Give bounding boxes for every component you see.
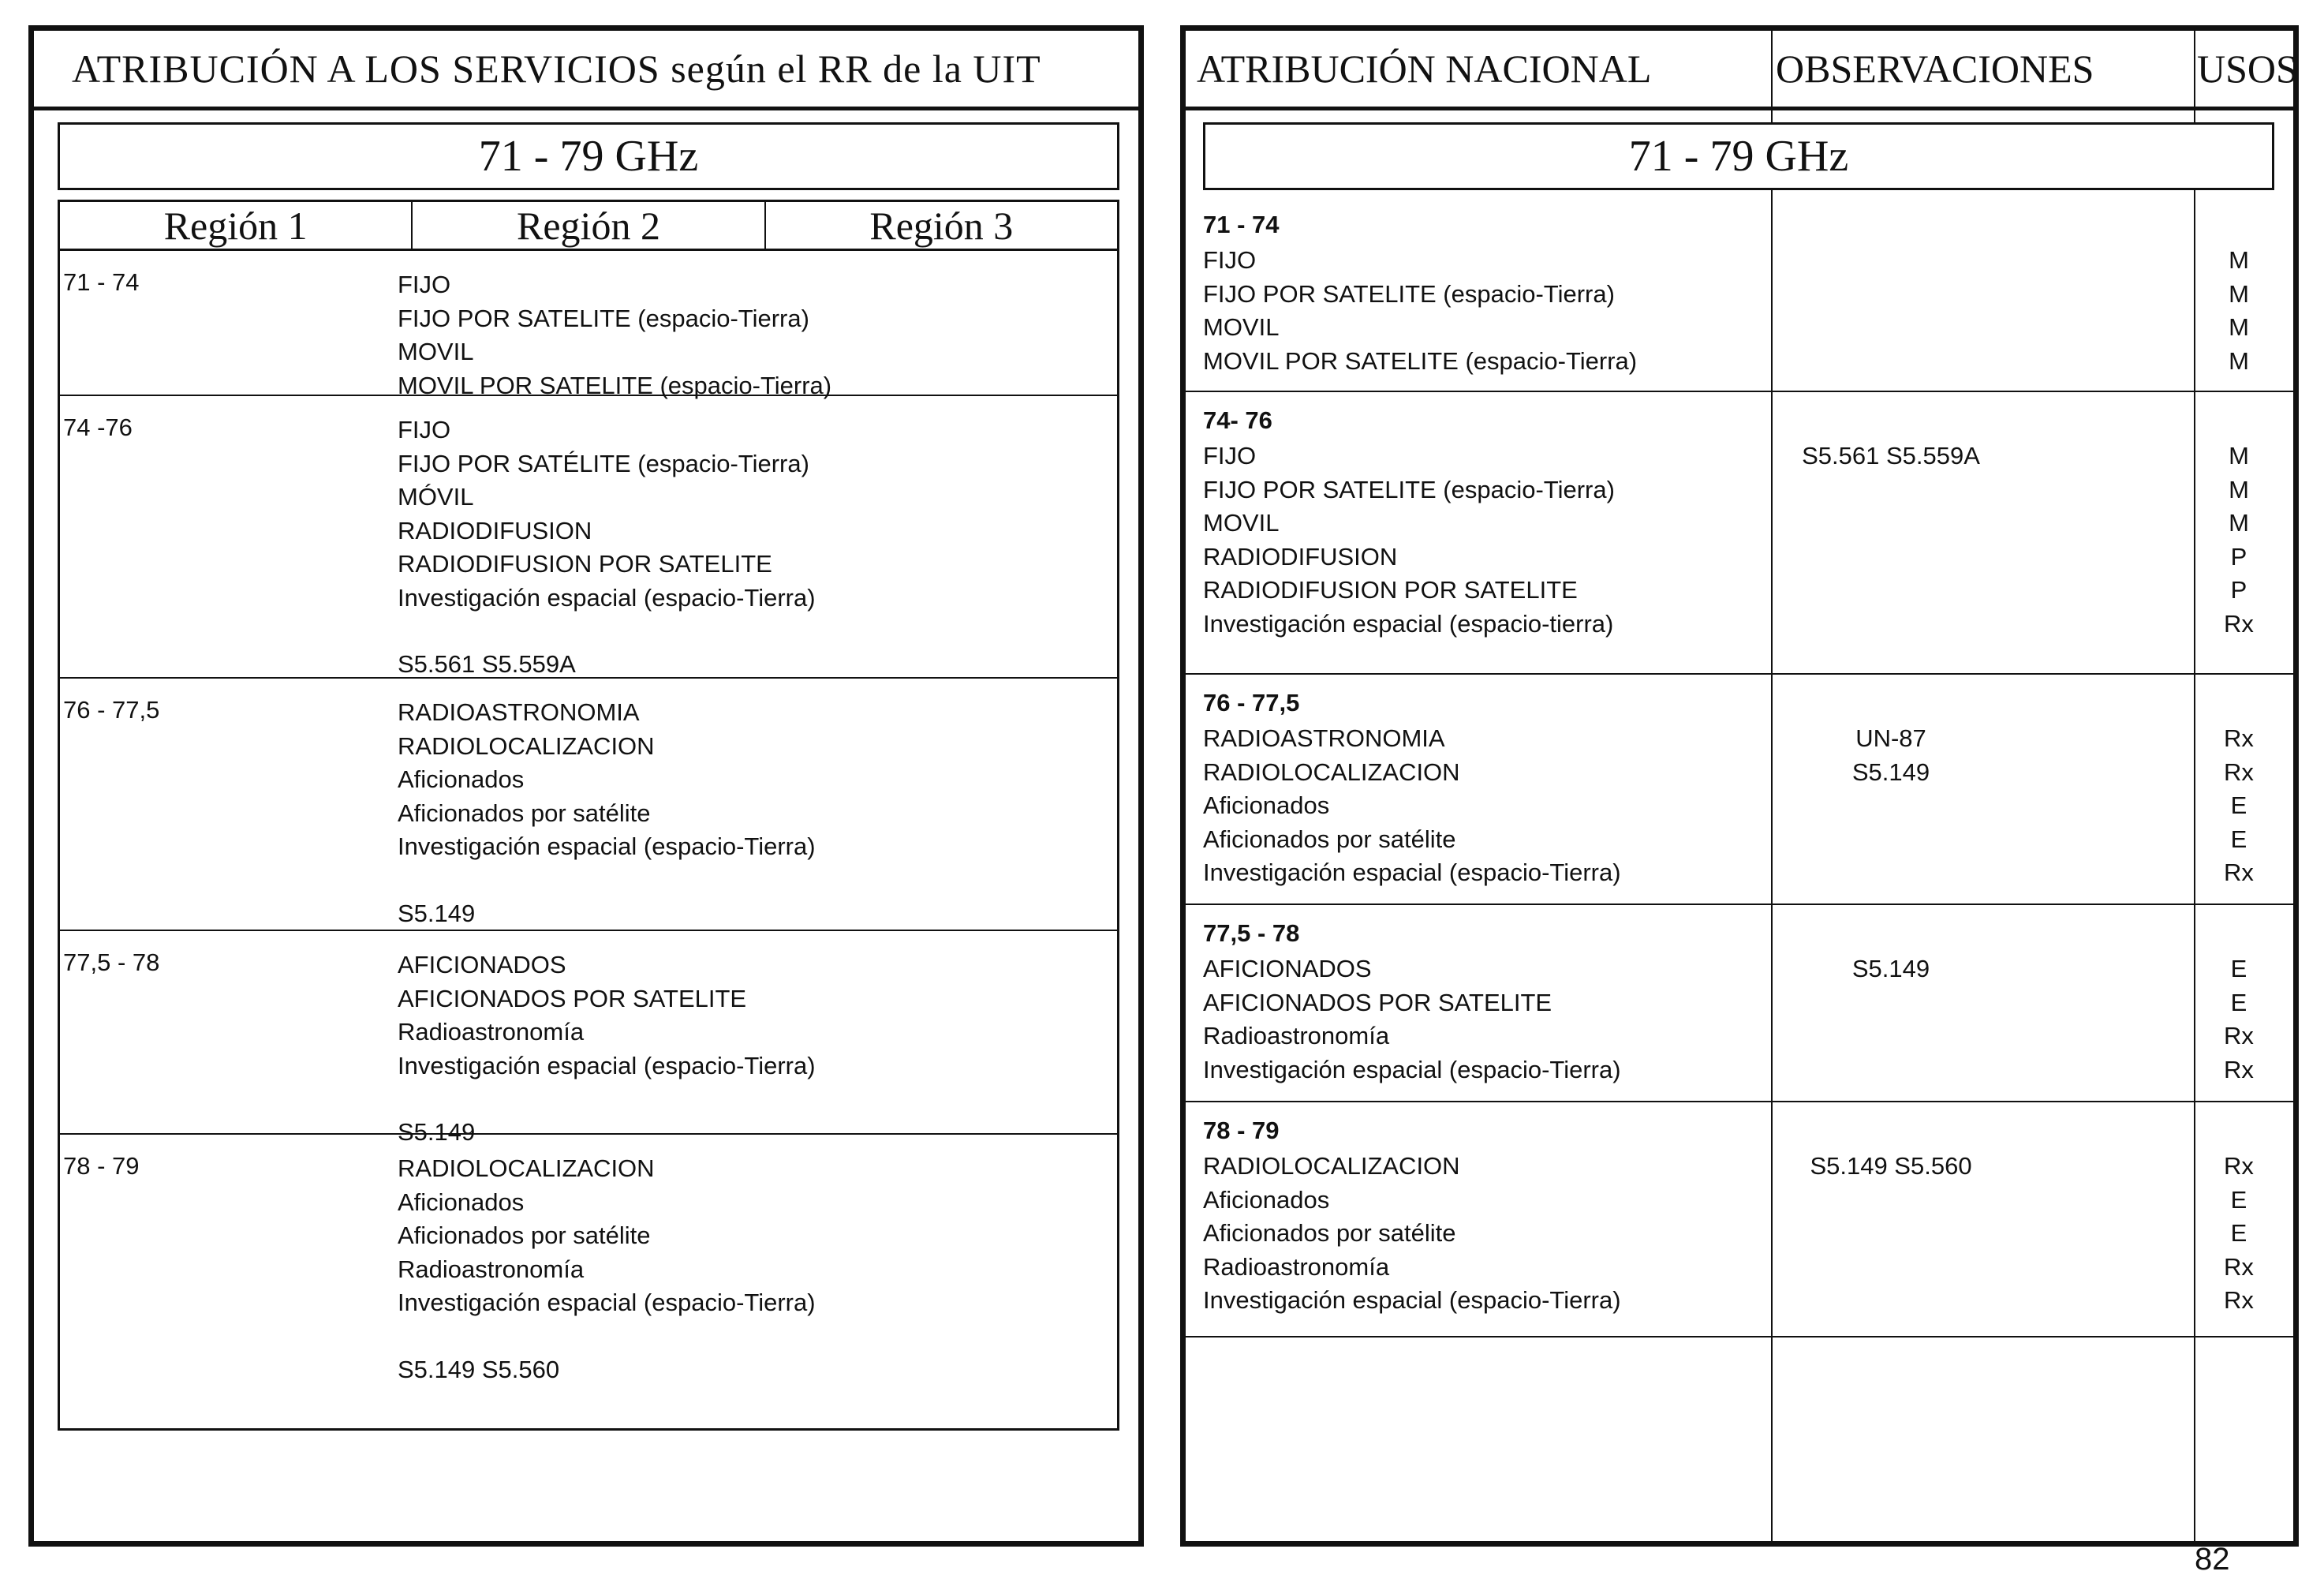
band-label: 71 - 74 xyxy=(1203,211,1280,238)
service-entry: FIJO POR SATÉLITE (espacio-Tierra) xyxy=(398,449,809,477)
observations-cell xyxy=(1738,440,2044,473)
use-code: E xyxy=(2230,955,2247,982)
service-entry: Aficionados por satélite xyxy=(398,1221,651,1249)
use-code: E xyxy=(2230,825,2247,853)
use-code: E xyxy=(2230,1219,2247,1247)
itu-band-row xyxy=(60,251,1117,399)
observations-cell xyxy=(1738,952,2044,986)
national-band-row xyxy=(1186,675,2293,905)
uses-cell xyxy=(2195,722,2282,890)
national-frequency-range-title: 71 - 79 GHz xyxy=(1203,122,2274,190)
national-band-row xyxy=(1186,905,2293,1102)
itu-frequency-range-title: 71 - 79 GHz xyxy=(58,122,1119,190)
service-entry: MOVIL POR SATELITE (espacio-Tierra) xyxy=(1203,346,1638,375)
service-entry: Aficionados por satélite xyxy=(398,799,651,827)
service-entry: Investigación espacial (espacio-Tierra) xyxy=(1203,1286,1621,1314)
service-entry: Aficionados xyxy=(1203,791,1330,819)
service-entry: RADIODIFUSION POR SATELITE xyxy=(398,550,772,578)
service-list xyxy=(1203,722,1621,890)
itu-band-row xyxy=(60,679,1117,931)
use-code: M xyxy=(2229,279,2249,308)
service-entry: Investigación espacial (espacio-Tierra) xyxy=(1203,859,1621,886)
national-band-row xyxy=(1186,1102,2293,1337)
use-code: M xyxy=(2229,509,2249,537)
use-code: M xyxy=(2229,442,2249,470)
uses-cell xyxy=(2195,1150,2282,1318)
band-label: 77,5 - 78 xyxy=(1203,919,1300,947)
band-label: 74- 76 xyxy=(1203,406,1272,434)
band-label: 74 -76 xyxy=(63,413,133,441)
page-number: 82 xyxy=(2195,1542,2230,1577)
use-code: Rx xyxy=(2224,1152,2254,1180)
service-entry: Aficionados por satélite xyxy=(1203,825,1456,853)
service-entry: Investigación espacial (espacio-Tierra) xyxy=(398,1289,816,1316)
itu-band-row xyxy=(60,396,1117,679)
service-entry: FIJO POR SATELITE (espacio-Tierra) xyxy=(1203,475,1615,503)
service-list xyxy=(398,268,831,402)
service-entry: Radioastronomía xyxy=(1203,1252,1390,1281)
use-code: Rx xyxy=(2224,758,2254,786)
service-entry: FIJO xyxy=(1203,246,1257,274)
service-list xyxy=(398,1152,816,1386)
use-code: P xyxy=(2230,576,2247,604)
service-entry: Aficionados xyxy=(1203,1185,1330,1214)
national-header-row xyxy=(1186,31,2298,110)
region-1-header: Región 1 xyxy=(163,203,308,248)
service-list xyxy=(398,696,816,930)
use-code: Rx xyxy=(2224,1055,2254,1083)
service-entry: MOVIL xyxy=(398,338,474,365)
service-entry: RADIOLOCALIZACION xyxy=(398,731,655,760)
service-entry: MOVIL POR SATELITE (espacio-Tierra) xyxy=(398,371,832,399)
observation-entry: UN-87 xyxy=(1855,724,1926,752)
observation-entry: S5.561 S5.559A xyxy=(1802,442,1980,470)
service-entry: RADIOASTRONOMIA xyxy=(398,698,640,726)
uses-header: USOS xyxy=(2197,47,2298,91)
footnote-reference: S5.149 xyxy=(398,1118,476,1146)
uses-cell xyxy=(2195,244,2282,378)
region-2-header: Región 2 xyxy=(411,202,764,249)
band-label: 71 - 74 xyxy=(63,268,140,296)
service-entry: RADIOLOCALIZACION xyxy=(1203,758,1460,786)
service-entry: MOVIL xyxy=(1203,313,1280,341)
region-3-header: Región 3 xyxy=(764,202,1117,249)
footnote-reference: S5.149 S5.560 xyxy=(398,1355,560,1383)
band-label: 76 - 77,5 xyxy=(1203,689,1300,716)
band-label: 78 - 79 xyxy=(1203,1117,1280,1144)
service-list xyxy=(398,948,816,1150)
service-entry: RADIOASTRONOMIA xyxy=(1203,724,1445,752)
service-entry: Investigación espacial (espacio-Tierra) xyxy=(398,583,816,612)
use-code: Rx xyxy=(2224,1022,2254,1049)
service-list xyxy=(1203,440,1615,641)
band-label: 77,5 - 78 xyxy=(63,948,160,976)
service-entry: Radioastronomía xyxy=(398,1255,585,1283)
service-entry: FIJO xyxy=(398,271,451,298)
service-entry: Aficionados por satélite xyxy=(1203,1219,1456,1247)
band-label: 78 - 79 xyxy=(63,1152,140,1180)
service-entry: RADIODIFUSION POR SATELITE xyxy=(1203,576,1578,604)
service-entry: MÓVIL xyxy=(398,483,474,511)
use-code: M xyxy=(2229,246,2249,274)
service-list xyxy=(1203,952,1621,1087)
service-entry: Aficionados xyxy=(398,765,525,793)
service-entry: RADIODIFUSION xyxy=(398,516,592,544)
itu-band-row xyxy=(60,1135,1117,1428)
use-code: E xyxy=(2230,988,2247,1016)
service-entry: Aficionados xyxy=(398,1188,525,1216)
service-list xyxy=(1203,244,1637,378)
service-entry: Investigación espacial (espacio-Tierra) xyxy=(398,1051,816,1079)
footnote-reference: S5.561 S5.559A xyxy=(398,650,576,678)
service-entry: FIJO POR SATELITE (espacio-Tierra) xyxy=(1203,279,1615,308)
service-entry: FIJO POR SATELITE (espacio-Tierra) xyxy=(398,304,809,332)
service-entry: AFICIONADOS xyxy=(398,951,566,978)
service-entry: RADIODIFUSION xyxy=(1203,542,1398,571)
service-entry: Radioastronomía xyxy=(398,1018,585,1046)
itu-allocation-panel xyxy=(28,25,1144,1547)
service-entry: AFICIONADOS xyxy=(1203,955,1372,982)
service-entry: FIJO xyxy=(1203,442,1257,470)
service-entry: AFICIONADOS POR SATELITE xyxy=(1203,988,1552,1016)
uses-cell xyxy=(2195,952,2282,1087)
service-entry: RADIOLOCALIZACION xyxy=(398,1154,655,1182)
service-entry: Investigación espacial (espacio-Tierra) xyxy=(398,832,816,860)
observation-entry: S5.149 xyxy=(1851,955,1930,982)
band-label: 76 - 77,5 xyxy=(63,696,160,724)
service-entry: Investigación espacial (espacio-Tierra) xyxy=(1203,1055,1621,1083)
use-code: M xyxy=(2229,475,2249,503)
national-allocation-panel xyxy=(1180,25,2299,1547)
service-entry: AFICIONADOS POR SATELITE xyxy=(398,984,747,1012)
use-code: Rx xyxy=(2224,1252,2254,1281)
observations-cell xyxy=(1738,722,2044,789)
national-band-row xyxy=(1186,392,2293,675)
itu-allocation-header: ATRIBUCIÓN A LOS SERVICIOS según el RR de la UIT xyxy=(34,31,1138,110)
footnote-reference: S5.149 xyxy=(398,899,476,927)
observations-header: OBSERVACIONES xyxy=(1776,47,2094,91)
itu-band-row xyxy=(60,931,1117,1146)
national-band-row xyxy=(1186,196,2293,392)
service-entry: FIJO xyxy=(398,416,451,443)
region-header-row xyxy=(58,200,1119,249)
use-code: E xyxy=(2230,1185,2247,1214)
use-code: Rx xyxy=(2224,1286,2254,1314)
observation-entry: S5.149 S5.560 xyxy=(1810,1152,1972,1180)
use-code: Rx xyxy=(2224,724,2254,752)
itu-allocation-table xyxy=(58,249,1119,1431)
use-code: M xyxy=(2229,346,2249,375)
use-code: E xyxy=(2230,791,2247,819)
uses-cell xyxy=(2195,440,2282,641)
service-list xyxy=(398,413,816,682)
service-entry: Investigación espacial (espacio-tierra) xyxy=(1203,609,1614,638)
service-list xyxy=(1203,1150,1621,1318)
service-entry: MOVIL xyxy=(1203,509,1280,537)
observations-cell xyxy=(1738,1150,2044,1184)
service-entry: Radioastronomía xyxy=(1203,1022,1390,1049)
observation-entry: S5.149 xyxy=(1851,758,1930,786)
use-code: Rx xyxy=(2224,609,2254,638)
use-code: Rx xyxy=(2224,859,2254,886)
use-code: M xyxy=(2229,313,2249,341)
national-allocation-header: ATRIBUCIÓN NACIONAL xyxy=(1197,47,1652,91)
service-entry: RADIOLOCALIZACION xyxy=(1203,1152,1460,1180)
use-code: P xyxy=(2230,542,2247,571)
